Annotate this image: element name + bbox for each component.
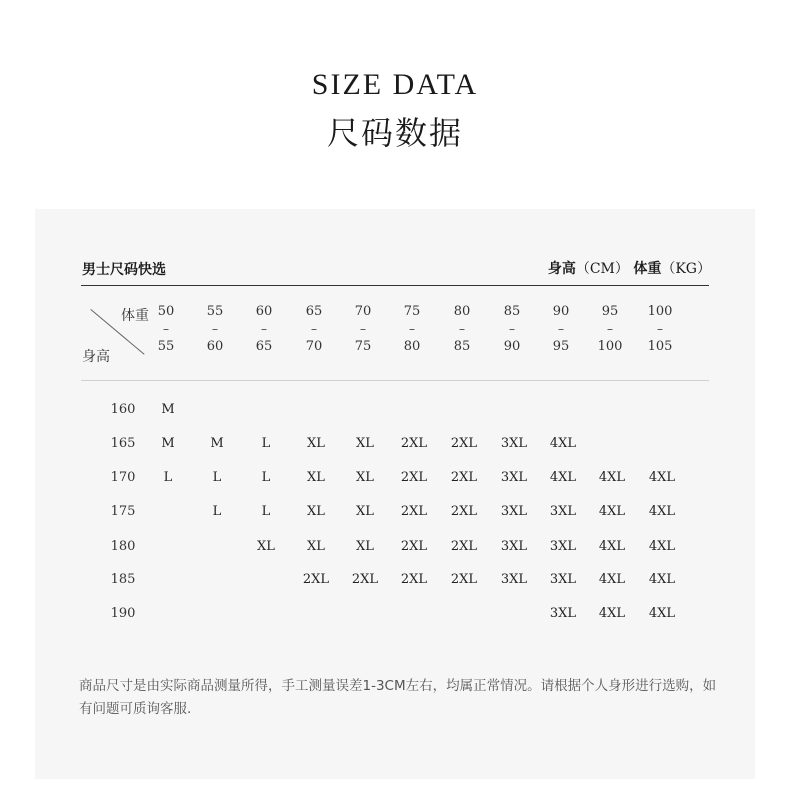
size-cell: XL <box>307 539 325 554</box>
size-cell: L <box>261 436 271 451</box>
height-label: 身高 <box>547 261 576 277</box>
weight-range-low: 50 <box>157 304 175 319</box>
height-row-label: 190 <box>110 606 136 621</box>
weight-range-low: 100 <box>647 304 673 319</box>
weight-range-dash: – <box>212 322 218 336</box>
weight-column-header <box>588 305 632 353</box>
page-title-en: SIZE DATA <box>311 68 479 101</box>
corner-height-label: 身高 <box>82 349 110 365</box>
size-cell: 2XL <box>400 539 428 554</box>
weight-column-header <box>390 305 434 353</box>
chart-heading: 男士尺码快选 <box>82 262 166 278</box>
weight-range-low: 65 <box>305 304 323 319</box>
weight-column-header <box>638 305 682 353</box>
size-cell: XL <box>257 539 275 554</box>
weight-column-header <box>341 305 385 353</box>
height-row-label: 170 <box>110 470 136 485</box>
weight-column-header <box>440 305 484 353</box>
size-cell: 3XL <box>549 606 577 621</box>
size-cell: 4XL <box>648 504 676 519</box>
size-cell: XL <box>307 504 325 519</box>
height-row-label: 180 <box>110 539 136 554</box>
size-cell: 3XL <box>500 504 528 519</box>
size-cell: M <box>161 402 175 417</box>
size-cell: L <box>261 470 271 485</box>
size-cell: 2XL <box>400 504 428 519</box>
weight-range-high: 100 <box>597 339 623 354</box>
size-cell: 3XL <box>500 470 528 485</box>
height-row-label: 165 <box>110 436 136 451</box>
weight-range-high: 85 <box>453 339 471 354</box>
size-cell: 2XL <box>400 572 428 587</box>
size-cell: 2XL <box>302 572 330 587</box>
size-cell: 2XL <box>400 436 428 451</box>
size-cell: 4XL <box>648 572 676 587</box>
size-cell: M <box>161 436 175 451</box>
height-row-label: 175 <box>110 504 136 519</box>
size-cell: 4XL <box>549 436 577 451</box>
weight-range-dash: – <box>459 322 465 336</box>
weight-column-header <box>292 305 336 353</box>
size-cell: XL <box>356 504 374 519</box>
weight-range-high: 70 <box>305 339 323 354</box>
weight-range-high: 75 <box>354 339 372 354</box>
weight-range-low: 60 <box>255 304 273 319</box>
weight-range-dash: – <box>311 322 317 336</box>
weight-range-low: 75 <box>403 304 421 319</box>
size-cell: XL <box>356 539 374 554</box>
size-cell: 2XL <box>450 470 478 485</box>
weight-range-high: 90 <box>503 339 521 354</box>
size-cell: 2XL <box>351 572 379 587</box>
weight-range-dash: – <box>509 322 515 336</box>
weight-range-dash: – <box>163 322 169 336</box>
size-cell: 4XL <box>648 539 676 554</box>
weight-unit: （KG） <box>661 261 711 277</box>
weight-range-low: 55 <box>206 304 224 319</box>
weight-range-high: 105 <box>647 339 673 354</box>
size-cell: 3XL <box>549 504 577 519</box>
weight-range-low: 80 <box>453 304 471 319</box>
size-cell: XL <box>356 470 374 485</box>
weight-range-dash: – <box>409 322 415 336</box>
weight-range-dash: – <box>261 322 267 336</box>
size-cell: 2XL <box>400 470 428 485</box>
size-cell: 4XL <box>598 539 626 554</box>
weight-range-dash: – <box>558 322 564 336</box>
weight-range-high: 60 <box>206 339 224 354</box>
weight-range-high: 80 <box>403 339 421 354</box>
weight-range-dash: – <box>607 322 613 336</box>
size-cell: 3XL <box>549 539 577 554</box>
height-unit: （CM） <box>575 261 629 277</box>
weight-range-high: 65 <box>255 339 273 354</box>
size-cell: 2XL <box>450 504 478 519</box>
weight-column-header <box>193 305 237 353</box>
size-cell: L <box>212 504 222 519</box>
table-divider <box>81 380 709 381</box>
size-cell: 4XL <box>648 470 676 485</box>
size-cell: M <box>210 436 224 451</box>
page-title-cn: 尺码数据 <box>326 114 463 152</box>
weight-column-header <box>242 305 286 353</box>
weight-range-low: 90 <box>552 304 570 319</box>
weight-range-dash: – <box>657 322 663 336</box>
units-legend <box>548 258 711 278</box>
weight-range-low: 95 <box>601 304 619 319</box>
size-cell: L <box>212 470 222 485</box>
disclaimer-note: 商品尺寸是由实际商品测量所得，手工测量误差1-3CM左右，均属正常情况。请根据个人身形进行选购，如有问题可质询客服. <box>79 678 717 717</box>
size-cell: 4XL <box>598 470 626 485</box>
size-chart-panel <box>35 209 755 779</box>
size-cell: 4XL <box>598 606 626 621</box>
size-cell: 3XL <box>500 539 528 554</box>
size-cell: 2XL <box>450 436 478 451</box>
size-cell: 3XL <box>500 572 528 587</box>
size-cell: 3XL <box>500 436 528 451</box>
size-cell: XL <box>307 436 325 451</box>
height-row-label: 185 <box>110 572 136 587</box>
size-cell: 4XL <box>648 606 676 621</box>
weight-range-dash: – <box>360 322 366 336</box>
weight-column-header <box>490 305 534 353</box>
weight-column-header <box>539 305 583 353</box>
size-cell: 2XL <box>450 539 478 554</box>
size-cell: 4XL <box>549 470 577 485</box>
weight-range-low: 85 <box>503 304 521 319</box>
size-cell: 2XL <box>450 572 478 587</box>
weight-range-low: 70 <box>354 304 372 319</box>
weight-range-high: 55 <box>157 339 175 354</box>
weight-range-high: 95 <box>552 339 570 354</box>
size-cell: XL <box>307 470 325 485</box>
size-cell: 4XL <box>598 504 626 519</box>
weight-label: 体重 <box>633 261 662 277</box>
height-row-label: 160 <box>110 402 136 417</box>
corner-weight-label: 体重 <box>121 308 149 324</box>
size-cell: 4XL <box>598 572 626 587</box>
weight-column-header <box>144 305 188 353</box>
size-cell: 3XL <box>549 572 577 587</box>
size-cell: L <box>261 504 271 519</box>
size-cell: XL <box>356 436 374 451</box>
header-divider <box>81 285 709 286</box>
size-cell: L <box>163 470 173 485</box>
